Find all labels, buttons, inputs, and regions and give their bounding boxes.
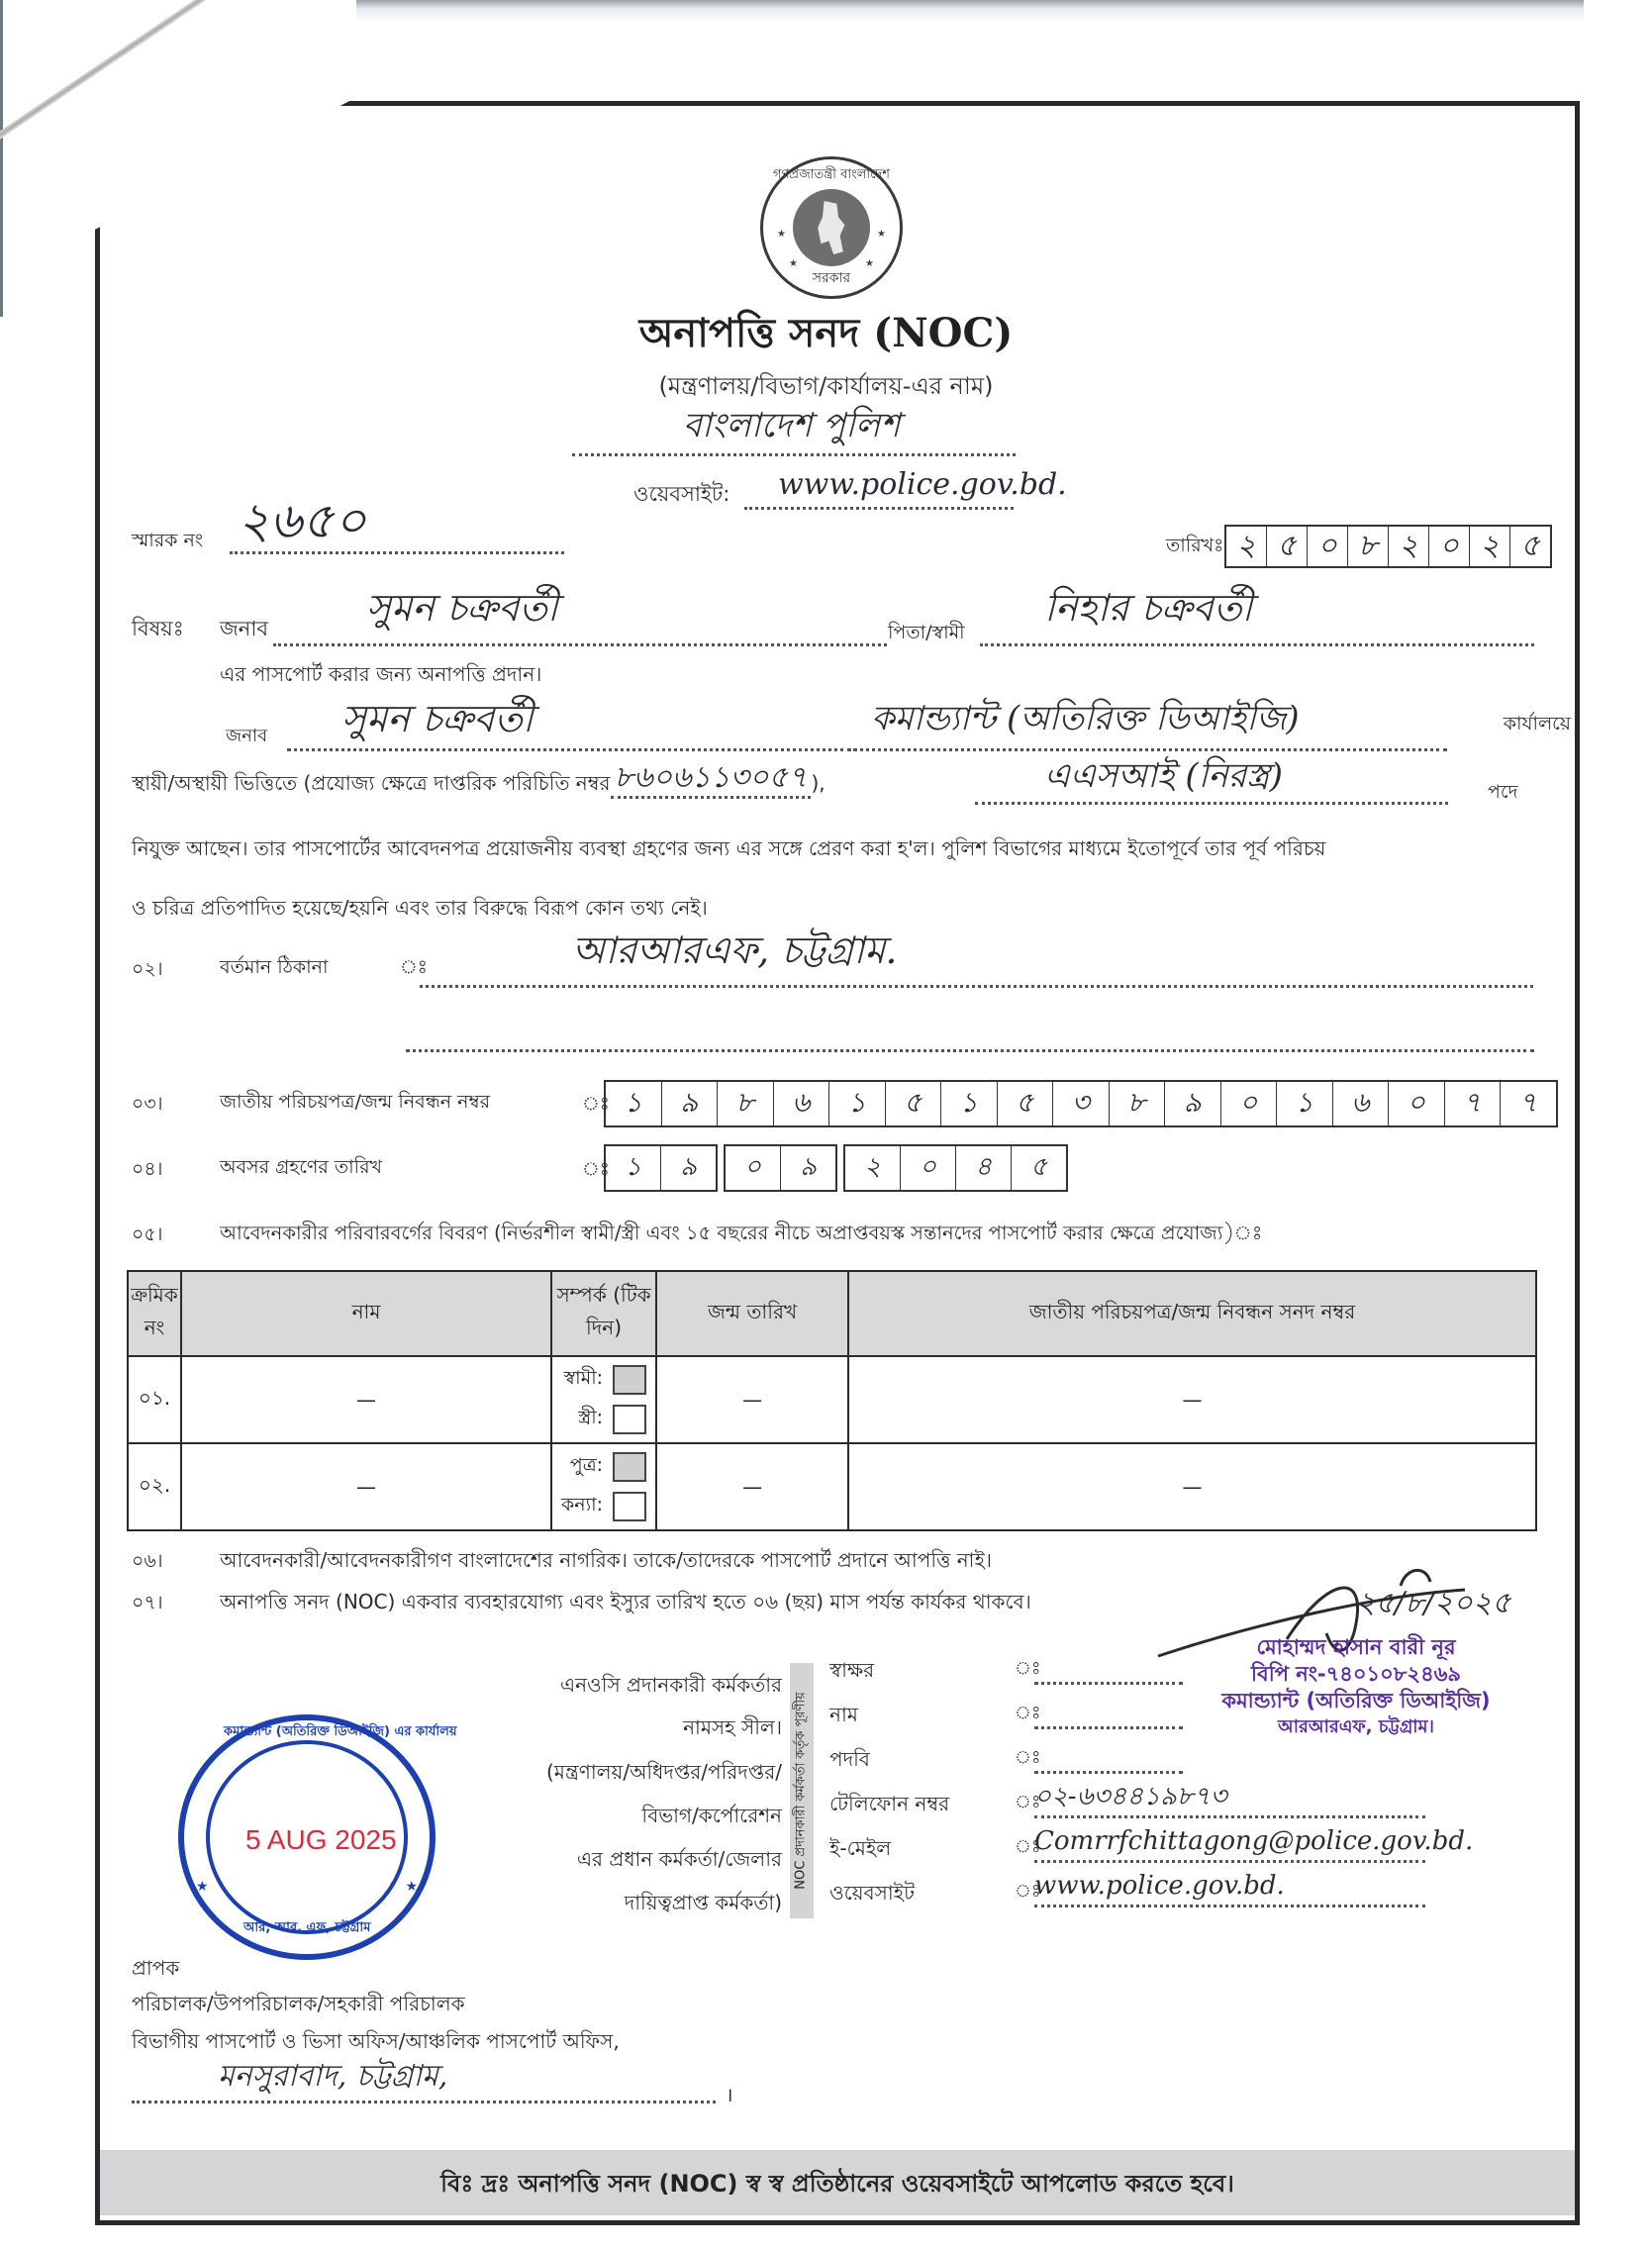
officer-description-line: দায়িত্বপ্রাপ্ত কর্মকর্তা) <box>624 1891 782 1914</box>
memo-label: স্মারক নং <box>132 530 204 551</box>
vertical-label-text: NOC প্রদানকারী কর্মকর্তা কর্তৃক পূরণীয় <box>793 1692 809 1890</box>
nid-digit[interactable]: ১ <box>941 1082 998 1125</box>
date-digit[interactable]: ৮ <box>1348 527 1389 566</box>
officer-description-line: এনওসি প্রদানকারী কর্মকর্তার <box>559 1673 782 1697</box>
relation-label: স্ত্রী: <box>578 1407 604 1428</box>
seal-top-text: গণপ্রজাতন্ত্রী বাংলাদেশ <box>773 167 890 182</box>
citizen-text: আবেদনকারী/আবেদনকারীগণ বাংলাদেশের নাগরিক। তাকে/তাদেরকে পাসপোর্ট প্রদানে আপত্তি নাই। <box>220 1548 993 1572</box>
signature-date: ২৫/৮/২০২৫ <box>1356 1586 1511 1620</box>
officer-field-line <box>1034 1726 1183 1729</box>
father-name[interactable]: নিহার চক্রবর্তী <box>1044 586 1253 630</box>
officer-field-line <box>1034 1860 1425 1863</box>
date-digit[interactable]: ৫ <box>1267 527 1308 566</box>
officer-field-line <box>1034 1905 1425 1907</box>
officer-description-line: নামসহ সীল। <box>683 1715 782 1739</box>
government-seal <box>760 156 903 299</box>
body-mr-label: জনাব <box>226 726 268 746</box>
body-line-4: ও চরিত্র প্রতিপাদিত হয়েছে/হয়নি এবং তার বিরুদ্ধে বিরূপ কোন তথ্য নেই। <box>132 896 708 920</box>
office-label: কার্যালয়ে <box>1503 713 1571 734</box>
nid-digit[interactable]: ৬ <box>774 1082 830 1125</box>
seal-emblem <box>793 189 870 266</box>
ministry-value[interactable]: বাংলাদেশ পুলিশ <box>683 406 901 445</box>
row-relation <box>551 1356 656 1443</box>
officer-field-colon: ঃ <box>1015 1792 1041 1812</box>
retirement-month-digit[interactable]: ০ <box>726 1146 781 1190</box>
website-value[interactable]: www.police.gov.bd. <box>778 467 1067 502</box>
relation-label: কন্যা: <box>561 1494 604 1516</box>
date-digit[interactable]: ২ <box>1389 527 1429 566</box>
family-table <box>127 1270 1537 1531</box>
official-id-value[interactable]: ৮৬০৬১১৩০৫৭ <box>611 760 812 799</box>
officer-description-line: এর প্রধান কর্মকর্তা/জেলার <box>576 1847 782 1871</box>
address-colon: ঃ <box>400 956 428 978</box>
retirement-num: ০৪। <box>132 1158 163 1180</box>
row-dob[interactable]: — <box>656 1356 848 1443</box>
father-name-line <box>980 643 1534 646</box>
officer-description-line: বিভাগ/কর্পোরেশন <box>641 1804 782 1827</box>
bangladesh-map-icon <box>815 201 846 254</box>
wife-checkbox[interactable] <box>613 1405 646 1434</box>
retirement-label: অবসর গ্রহণের তারিখ <box>220 1156 383 1178</box>
body-line-3: নিযুক্ত আছেন। তার পাসপোর্টের আবেদনপত্র প্রয়োজনীয় ব্যবস্থা গ্রহণের জন্য এর সঙ্গে প্রেরণ করা হ'ল। পুলিশ বিভাগের মাধ্যমে ইতোপূর্বে তার পূর্ব পরিচয় <box>132 836 1326 860</box>
official-id-close: ), <box>811 771 826 795</box>
row-dob[interactable]: — <box>656 1443 848 1530</box>
nid-digit[interactable]: ৫ <box>886 1082 942 1125</box>
post-label: পদে <box>1488 781 1518 803</box>
nid-digit[interactable]: ৫ <box>998 1082 1054 1125</box>
nid-digit[interactable]: ৭ <box>1518 1085 1537 1119</box>
officer-field-label: ই-মেইল <box>829 1836 892 1860</box>
row-nid[interactable]: — <box>848 1356 1536 1443</box>
office-round-stamp <box>178 1714 457 1960</box>
row-relation <box>551 1443 656 1530</box>
office-line <box>853 748 1447 751</box>
officer-designation-stamp: কমান্ড্যান্ট (অতিরিক্ত ডিআইজি) <box>1221 1689 1491 1713</box>
officer-field-line <box>1034 1682 1183 1685</box>
post-value[interactable]: এএসআই (নিরস্ত্র) <box>1044 756 1283 796</box>
nid-num: ০৩। <box>132 1093 163 1115</box>
husband-checkbox[interactable] <box>613 1365 646 1395</box>
star-icon: ★ <box>196 1879 209 1895</box>
retirement-day-digit[interactable]: ১ <box>606 1146 661 1190</box>
daughter-checkbox[interactable] <box>613 1492 646 1521</box>
officer-field-value[interactable]: ০২-৬৩৪৪১৯৮৭৩ <box>1034 1782 1227 1811</box>
retirement-day-boxes[interactable] <box>604 1144 718 1192</box>
office-value[interactable]: কমান্ড্যান্ট (অতিরিক্ত ডিআইজি) <box>871 699 1300 738</box>
website-field-line <box>744 507 1014 510</box>
date-digit[interactable]: ২ <box>1470 527 1510 566</box>
recipient-end: । <box>726 2083 733 2106</box>
officer-field-label: পদবি <box>829 1747 870 1771</box>
citizen-num: ০৬। <box>132 1550 163 1572</box>
post-line <box>975 802 1448 805</box>
officer-vertical-label <box>790 1663 814 1918</box>
nid-digit[interactable]: ৯ <box>1165 1082 1221 1125</box>
recipient-label: প্রাপক <box>132 1956 180 1980</box>
memo-field-line <box>230 551 564 554</box>
officer-field-label: স্বাক্ষর <box>829 1658 875 1682</box>
retirement-year-digit[interactable]: ৫ <box>1030 1152 1047 1182</box>
officer-field-line <box>1034 1771 1183 1774</box>
website-label: ওয়েবসাইট: <box>633 482 730 506</box>
officer-field-colon: ঃ <box>1015 1836 1041 1857</box>
date-digit[interactable]: ০ <box>1429 527 1470 566</box>
basis-text: স্থায়ী/অস্থায়ী ভিত্তিতে (প্রযোজ্য ক্ষেত্রে দাপ্তরিক পরিচিতি নম্বর <box>132 771 611 795</box>
star-icon: ★ <box>405 1879 418 1895</box>
retirement-date[interactable] <box>604 1144 1068 1192</box>
footer-note-band <box>100 2150 1575 2215</box>
row-serial: ০১. <box>128 1356 181 1443</box>
officer-field-label: নাম <box>829 1703 858 1726</box>
officer-field-label: ওয়েবসাইট <box>829 1881 915 1905</box>
nid-label: জাতীয় পরিচয়পত্র/জন্ম নিবন্ধন নম্বর <box>220 1091 491 1113</box>
officer-field-value[interactable]: Comrrfchittagong@police.gov.bd. <box>1034 1826 1474 1856</box>
relation-label: স্বামী: <box>563 1367 604 1389</box>
nid-digit[interactable]: ০ <box>1221 1082 1278 1125</box>
subject-purpose: এর পাসপোর্ট করার জন্য অনাপত্তি প্রদান। <box>220 662 542 686</box>
col-nid: জাতীয় পরিচয়পত্র/জন্ম নিবন্ধন সনদ নম্বর <box>848 1271 1536 1356</box>
memo-value[interactable]: ২৬৫০ <box>238 492 366 549</box>
officer-field-colon: ঃ <box>1015 1703 1041 1723</box>
nid-digit[interactable]: ৩ <box>1053 1082 1110 1125</box>
stamp-ring-bottom: আর, আর, এফ, চট্টগ্রাম <box>243 1920 371 1935</box>
officer-field-colon: ঃ <box>1015 1881 1041 1902</box>
star-icon: ★ <box>865 258 874 269</box>
body-name-line <box>287 748 851 751</box>
address-num: ০২। <box>132 958 163 980</box>
address-value[interactable]: আরআরএফ, চট্টগ্রাম. <box>572 929 898 972</box>
date-digit[interactable]: ২ <box>1226 527 1267 566</box>
basis-row <box>132 760 826 799</box>
ministry-field-line <box>572 453 1016 456</box>
seal-bottom-text: সরকার <box>812 270 851 286</box>
validity-text: অনাপত্তি সনদ (NOC) একবার ব্যবহারযোগ্য এবং ইস্যুর তারিখ হতে ০৬ (ছয়) মাস পর্যন্ত কার্যকর থাকবে। <box>220 1590 1031 1613</box>
retirement-year-boxes[interactable] <box>843 1144 1068 1192</box>
family-num: ০৫। <box>132 1223 163 1245</box>
nid-digit[interactable]: ১ <box>829 1082 886 1125</box>
officer-bp-stamp: বিপি নং-৭৪০১০৮২৪৬৯ <box>1251 1662 1461 1687</box>
nid-digit[interactable]: ৭ <box>1445 1082 1502 1125</box>
page-title: অনাপত্তি সনদ (NOC) <box>638 310 1014 356</box>
nid-digit[interactable]: ১ <box>1277 1082 1333 1125</box>
star-icon: ★ <box>789 258 798 269</box>
officer-stamp-block <box>1188 1635 1524 1737</box>
officer-field-value[interactable]: www.police.gov.bd. <box>1034 1871 1285 1901</box>
date-digit[interactable]: ৫ <box>1520 528 1540 563</box>
body-name[interactable]: সুমন চক্রবর্তী <box>341 697 534 740</box>
row-nid[interactable]: — <box>848 1443 1536 1530</box>
applicant-name[interactable]: সুমন চক্রবর্তী <box>366 586 558 630</box>
officer-description-line: (মন্ত্রণালয়/অধিদপ্তর/পরিদপ্তর/ <box>545 1760 782 1784</box>
nid-digit[interactable]: ১ <box>606 1082 662 1125</box>
row-name[interactable]: — <box>181 1443 551 1530</box>
table-row <box>128 1356 1536 1443</box>
stamp-date: 5 AUG 2025 <box>245 1824 397 1855</box>
officer-field-colon: ঃ <box>1015 1658 1041 1679</box>
nid-digit[interactable]: ৬ <box>1333 1082 1390 1125</box>
col-name: নাম <box>181 1271 551 1356</box>
scan-edge-left <box>0 0 3 317</box>
subject-label: বিষয়ঃ <box>132 617 184 640</box>
retirement-year-digit[interactable]: ২ <box>845 1146 901 1190</box>
ministry-label: (মন্ত্রণালয়/বিভাগ/কার্যালয়-এর নাম) <box>658 372 994 400</box>
retirement-year-digit[interactable]: ৪ <box>956 1146 1012 1190</box>
nid-boxes[interactable] <box>604 1080 1558 1127</box>
retirement-month-digit[interactable]: ৯ <box>800 1152 817 1182</box>
retirement-colon: ঃ <box>582 1158 610 1180</box>
footer-note: বিঃ দ্রঃ অনাপত্তি সনদ (NOC) স্ব স্ব প্রতিষ্ঠানের ওয়েবসাইটে আপলোড করতে হবে। <box>440 2170 1234 2198</box>
col-serial: ক্রমিক নং <box>128 1271 181 1356</box>
office-row <box>871 699 1571 739</box>
table-row <box>128 1443 1536 1530</box>
officer-field-line <box>1034 1815 1425 1818</box>
officer-field-label: টেলিফোন নম্বর <box>829 1792 950 1815</box>
father-label: পিতা/স্বামী <box>888 622 965 643</box>
officer-field-colon: ঃ <box>1015 1747 1041 1768</box>
date-digit[interactable]: ০ <box>1308 527 1348 566</box>
officer-unit-stamp: আরআরএফ, চট্টগ্রাম। <box>1278 1715 1434 1737</box>
scan-edge <box>356 0 1584 22</box>
nid-digit[interactable]: ৮ <box>718 1082 774 1125</box>
relation-label: পুত্র: <box>569 1454 604 1476</box>
star-icon: ★ <box>877 229 886 240</box>
officer-name-stamp: মোহাম্মদ হাসান বারী নূর <box>1256 1635 1456 1659</box>
nid-digit[interactable]: ৮ <box>1110 1082 1166 1125</box>
row-serial: ০২. <box>128 1443 181 1530</box>
address-line-2 <box>406 1049 1534 1052</box>
col-dob: জন্ম তারিখ <box>656 1271 848 1356</box>
recipient-line <box>132 2101 716 2103</box>
star-icon: ★ <box>777 229 786 240</box>
recipient-line-1: পরিচালক/উপপরিচালক/সহকারী পরিচালক <box>132 1992 465 2015</box>
date-label: তারিখঃ <box>1166 535 1224 556</box>
nid-digit[interactable]: ০ <box>1389 1082 1445 1125</box>
nid-digit[interactable]: ৯ <box>662 1082 719 1125</box>
retirement-month-boxes[interactable] <box>724 1144 837 1192</box>
address-line-1 <box>420 985 1533 988</box>
applicant-name-line <box>273 643 887 646</box>
validity-num: ০৭। <box>132 1592 163 1613</box>
col-relation: সম্পর্ক (টিক দিন) <box>551 1271 656 1356</box>
subject-mr-label: জনাব <box>220 617 269 640</box>
son-checkbox[interactable] <box>613 1452 646 1482</box>
date-boxes[interactable] <box>1224 525 1552 568</box>
recipient-office-value[interactable]: মনসুরাবাদ, চট্টগ্রাম, <box>218 2059 448 2094</box>
table-header-row <box>128 1271 1536 1356</box>
retirement-year-digit[interactable]: ০ <box>901 1146 956 1190</box>
recipient-line-2: বিভাগীয় পাসপোর্ট ও ভিসা অফিস/আঞ্চলিক পাসপোর্ট অফিস, <box>132 2029 620 2053</box>
family-label: আবেদনকারীর পরিবারবর্গের বিবরণ (নির্ভরশীল স্বামী/স্ত্রী এবং ১৫ বছরের নীচে অপ্রাপ্তবয়স্ক সন্তানদের পাসপোর্ট করার ক্ষেত্রে প্রযোজ্য)ঃ <box>220 1222 1263 1244</box>
retirement-day-digit[interactable]: ৯ <box>680 1152 697 1182</box>
nid-colon: ঃ <box>582 1093 610 1115</box>
address-label: বর্তমান ঠিকানা <box>220 956 329 978</box>
stamp-ring-top: কমান্ড্যান্ট (অতিরিক্ত ডিআইজি) এর কার্যালয় <box>224 1724 457 1739</box>
row-name[interactable]: — <box>181 1356 551 1443</box>
